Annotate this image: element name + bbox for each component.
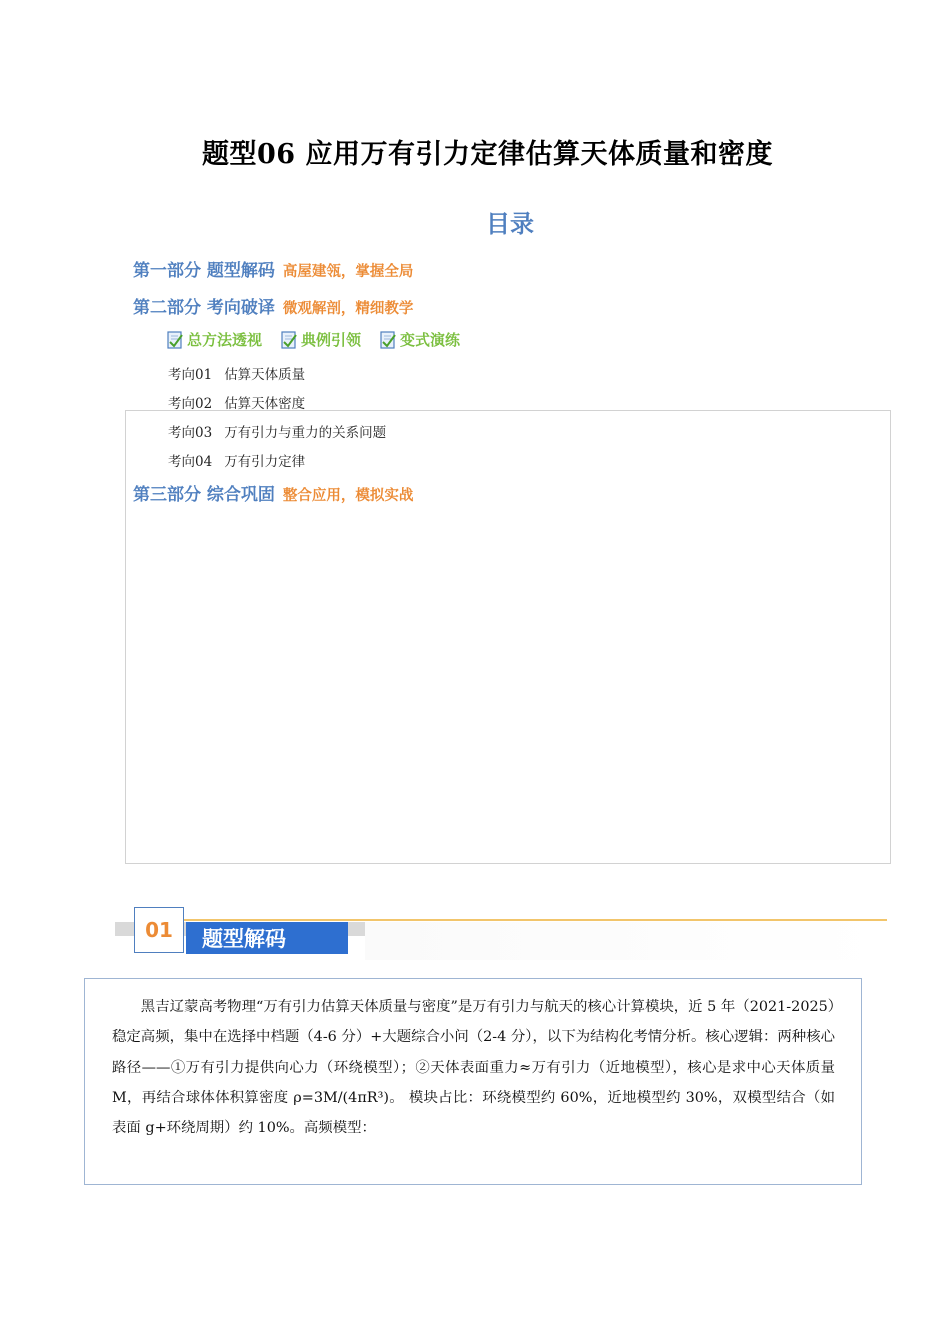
- direction-label: 万有引力与重力的关系问题: [224, 425, 387, 441]
- method-label: 总方法透视: [187, 331, 263, 349]
- method-label: 变式演练: [400, 331, 461, 349]
- banner-shadow: [365, 922, 887, 960]
- document-title: 题型06 应用万有引力定律估算天体质量和密度: [202, 139, 773, 170]
- direction-label: 估算天体质量: [224, 367, 306, 383]
- direction-number: 考向01: [168, 367, 213, 383]
- intro-paragraph: 黑吉辽蒙高考物理“万有引力估算天体质量与密度”是万有引力与航天的核心计算模块，近 5 年（2021-2025）稳定高频，集中在选择中档题（4-6 分）+大题综合小问（2-4 分），以下为结构化考情分析。核心逻辑：两种核心路径——①万有引力提供向心力（环绕模型）；②天体表面重力≈万有引力（近地模型），核心是求中心天体质量 M，再结合球体体积算密度 ρ=3M/(4πR³)。 模块占比：环绕模型约 60%，近地模型约 30%，双模型结合（如表面 g+环绕周期）约 10%。高频模型：: [112, 999, 835, 1137]
- direction-label: 万有引力定律: [224, 454, 306, 470]
- section-label: 题型解码: [186, 922, 348, 954]
- direction-number: 考向04: [168, 454, 213, 470]
- direction-label: 估算天体密度: [224, 396, 306, 412]
- toc-part-2[interactable]: [133, 293, 413, 318]
- checklist-icon: [378, 330, 398, 350]
- method-item[interactable]: [279, 329, 361, 350]
- toc-part-1[interactable]: [133, 256, 413, 281]
- toc-frame: [125, 410, 891, 864]
- direction-number: 考向02: [168, 396, 213, 412]
- method-item[interactable]: [165, 329, 262, 350]
- checklist-icon: [165, 330, 185, 350]
- method-item[interactable]: [378, 329, 460, 350]
- section-banner: [115, 905, 890, 967]
- toc-part-subtitle: 微观解剖，精细教学: [282, 301, 414, 317]
- toc-part-subtitle: 高屋建瓴，掌握全局: [282, 264, 414, 280]
- toc-heading: 目录: [486, 210, 534, 238]
- toc-part-title: 第三部分 综合巩固: [133, 485, 275, 505]
- toc-direction-2[interactable]: [168, 392, 305, 412]
- method-label: 典例引领: [301, 331, 362, 349]
- intro-box: [84, 978, 862, 1185]
- toc-part-subtitle: 整合应用，模拟实战: [282, 488, 414, 504]
- toc-direction-4[interactable]: [168, 450, 305, 470]
- section-number: 01: [134, 907, 184, 953]
- toc-direction-3[interactable]: [168, 421, 386, 441]
- toc-part-title: 第一部分 题型解码: [133, 261, 275, 281]
- method-list: [165, 329, 477, 350]
- toc-part-3[interactable]: [133, 480, 413, 505]
- toc-part-title: 第二部分 考向破译: [133, 298, 275, 318]
- banner-rule: [135, 919, 887, 921]
- direction-number: 考向03: [168, 425, 213, 441]
- toc-direction-1[interactable]: [168, 363, 305, 383]
- checklist-icon: [279, 330, 299, 350]
